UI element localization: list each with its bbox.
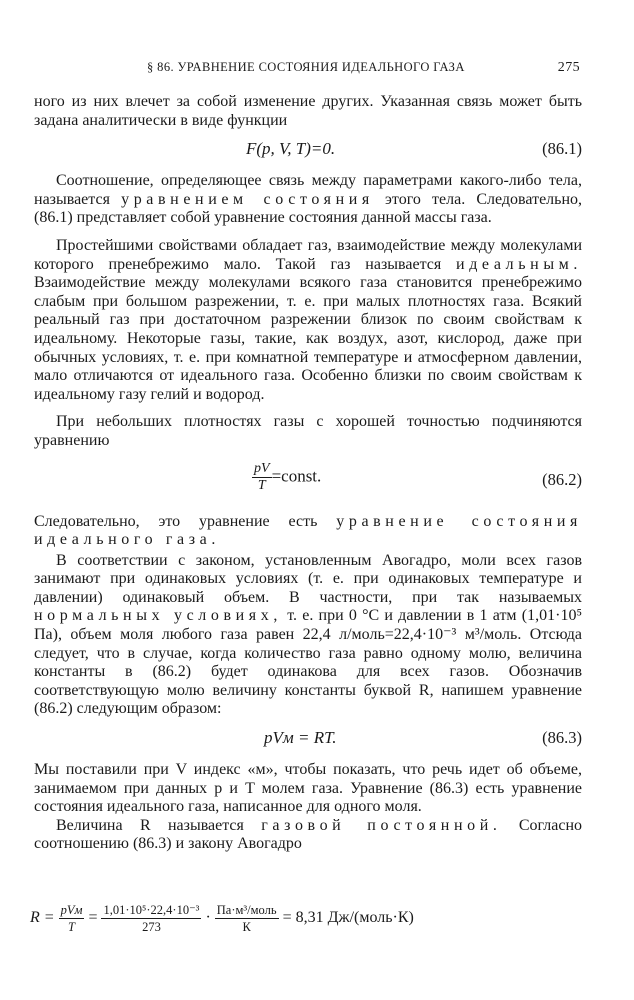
text-run: Взаимодействие между молекулами всякого газа становится пренебрежимо слабым при большом разрежении, т. е. при малых плотностях газа. Всякий реальный газ при достаточном разрежении близок по своим свойствам к идеальному. Некоторые газы, такие, как воздух, азот, кислород, даже при обычных условиях, т. е. при комнатной температуре и атмосферном давлении, мало отличаются от идеального газа. Особенно близки по своим свойствам к идеальному газу гелий и водород. — [34, 274, 582, 403]
fraction-denominator: 273 — [142, 920, 161, 934]
equation-gas-constant: R = $\frac{\text{pVм}}{T}$ = $\frac{\text{1,01·10⁵·22,4·10⁻³}}{273}$ · $\frac{\text{Па·м³/моль}}{К}$ = 8,31 Дж/(моль·К) — [30, 903, 414, 934]
paragraph-2 — [34, 172, 582, 228]
text-run: Согласно соотношению (86.3) и закону Авогадро — [34, 816, 583, 853]
fraction-numerator: pV — [254, 460, 270, 476]
paragraph-8 — [34, 817, 582, 854]
equation-number: (86.2) — [542, 469, 582, 489]
emphasis-text: нормальных условиях, — [34, 607, 282, 625]
paragraph-5 — [34, 513, 582, 550]
header-title: § 86. УРАВНЕНИЕ СОСТОЯНИЯ ИДЕАЛЬНОГО ГАЗА — [147, 60, 465, 74]
equation-rhs: =const. — [271, 465, 322, 485]
text-run: Соотношение, определяющее связь между параметрами какого-либо тела, называется — [34, 172, 582, 208]
paragraph-3 — [34, 237, 582, 404]
equation-number: (86.1) — [542, 139, 582, 159]
text-run: Величина R называется — [56, 816, 244, 834]
fraction-numerator: 1,01·10⁵·22,4·10⁻³ — [103, 903, 200, 917]
paragraph-6 — [34, 552, 582, 719]
fraction-denominator: К — [242, 920, 251, 934]
equation-expression: pVм = RT. — [264, 728, 337, 748]
fraction — [215, 902, 279, 935]
text-run: т. е. при 0 °С и давлении в 1 атм (1,01·10⁵ Па), объем моля любого газа равен 22,4 л/моль=22,4·10⁻³ м³/моль. Отсюда следует, что в случае, когда количество газа равно одному молю, величина константы в (86.2) будет одинакова для всех газов. Обозначив соответствующую молю величину константы буквой R, напишем уравнение (86.2) следующим образом: — [34, 607, 583, 718]
page-body — [34, 93, 582, 854]
text-run: этого тела. Следовательно, (86.1) представляет собой уравнение состояния данной массы газа. — [34, 190, 583, 227]
text-run: Следовательно, это уравнение есть — [34, 512, 318, 530]
emphasis-text: уравнение состояния идеального газа. — [34, 512, 582, 549]
emphasis-text: газовой постоянной. — [261, 816, 502, 834]
running-header — [147, 60, 580, 75]
paragraph-7: Мы поставили при V индекс «м», чтобы показать, что речь идет об объеме, занимаемом при данных p и T молем газа. Уравнение (86.3) есть уравнение состояния идеального газа, написанное для одного моля. — [34, 761, 582, 816]
fraction-denominator: T — [257, 477, 266, 493]
fraction-numerator: Па·м³/моль — [216, 903, 277, 917]
equation-expression — [252, 461, 321, 494]
paragraph-1: ного из них влечет за собой изменение других. Указанная связь может быть задана аналитически в виде функции — [34, 93, 582, 129]
emphasis-text: идеальным. — [456, 255, 582, 273]
equation-number: (86.3) — [542, 728, 582, 748]
emphasis-text: уравнением состояния — [121, 190, 374, 208]
paragraph-4: При небольших плотностях газы с хорошей точностью подчиняются уравнению — [34, 413, 582, 449]
text-run: Простейшими свойствами обладает газ, взаимодействие между молекулами которого пренебрежимо мало. Такой газ называется — [34, 236, 582, 273]
equation-result: = 8,31 Дж/(моль·К) — [282, 909, 414, 927]
equation-86-2 — [34, 457, 582, 501]
page-number: 275 — [557, 60, 580, 75]
equation-lhs: R = — [30, 909, 55, 927]
fraction-denominator: T — [68, 920, 75, 934]
text-run: В соответствии с законом, установленным Авогадро, моли всех газов занимают при одинаковых условиях (т. е. при одинаковых температуре и давлении) одинаковый объем. В частности, при так называемых — [34, 551, 582, 606]
equation-86-3 — [34, 723, 582, 757]
equation-expression: F(p, V, T)=0. — [246, 139, 336, 159]
equation-86-1 — [34, 134, 582, 168]
fraction — [59, 902, 85, 935]
fraction — [252, 461, 272, 494]
fraction — [101, 902, 201, 935]
fraction-numerator: pVм — [60, 903, 83, 917]
